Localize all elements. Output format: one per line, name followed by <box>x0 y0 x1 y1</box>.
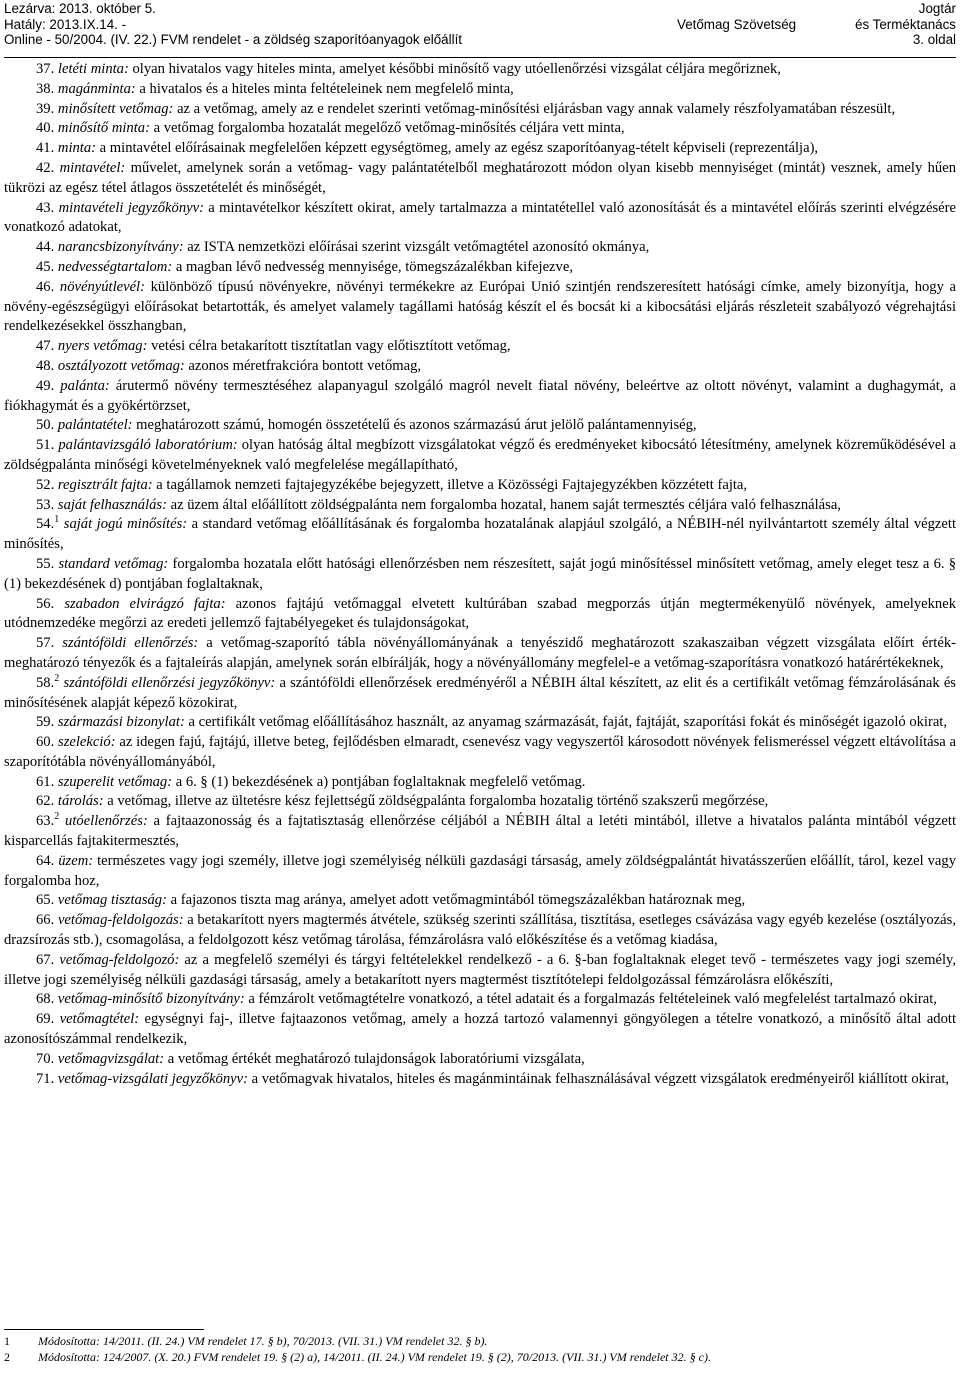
definition-text: a fajtaazonosság és a fajtatisztaság ellenőrzése céljából a NÉBIH által a letéti mintából, illetve a hivatalos palánta mintából végzett kisparcellás fajtakitermesztés, <box>4 813 956 850</box>
definition-item <box>4 911 956 951</box>
definition-item <box>4 60 956 80</box>
definition-text: vetési célra betakarított tisztítatlan vagy előtisztított vetőmag, <box>147 338 511 355</box>
definition-item <box>4 792 956 812</box>
defined-term: szabadon elvirágzó fajta: <box>64 595 226 612</box>
defined-term: palánta: <box>60 377 110 394</box>
defined-term: osztályozott vetőmag: <box>57 357 185 374</box>
item-number: 70. <box>36 1050 55 1067</box>
header-effective: Hatály: 2013.IX.14. - <box>4 16 127 32</box>
header-publisher: Vetőmag Szövetség <box>677 16 797 32</box>
item-number: 40. <box>36 120 55 137</box>
definition-item <box>4 951 956 991</box>
definition-text: a magban lévő nedvesség mennyisége, tömegszázalékban kifejezve, <box>172 258 573 275</box>
footnote <box>4 1333 956 1349</box>
defined-term: nedvességtartalom: <box>57 258 173 275</box>
item-number: 41. <box>36 140 55 157</box>
definition-text: különböző típusú növényekre, növényi termékekre az Európai Unió szintjén rendszeresített hatósági címke, amely bizonyítja, hogy a növény-egészségügyi előírásokat betartották, és amelyet valamely tagállami hatóság készít el és bocsát ki a kibocsátási eljárás részleteit szabályozó végrehajtási rendelkezésekkel összhangban, <box>4 278 957 335</box>
defined-term: saját felhasználás: <box>57 496 167 513</box>
item-number: 45. <box>36 258 55 275</box>
defined-term: vetőmag tisztaság: <box>57 892 167 909</box>
definition-text: olyan hivatalos vagy hiteles minta, amelyet későbbi minősítő vagy utóellenőrzési vizsgálat céljára megőriznek, <box>128 61 781 77</box>
definition-text: a szántóföldi ellenőrzések eredményéről a NÉBIH által készített, az elit és a certifikált vetőmag fémzárolásának és minősítésének alapját képező közokirat, <box>4 674 956 711</box>
footnote-ref[interactable]: 1 <box>54 514 60 526</box>
definition-item <box>4 100 956 120</box>
item-number: 52. <box>36 476 55 493</box>
defined-term: minősítő minta: <box>57 120 150 137</box>
defined-term: vetőmag-minősítő bizonyítvány: <box>57 991 245 1008</box>
definition-text: a hivatalos és a hiteles minta feltételeinek nem megfelelő minta, <box>135 80 514 97</box>
item-number: 64. <box>36 852 55 869</box>
item-number: 60. <box>36 734 55 751</box>
item-number: 71. <box>36 1070 55 1087</box>
definition-text: az a vetőmag, amely az e rendelet szerinti vetőmag-minősítési eljárásban vagy annak valamely részfolyamatában részesült, <box>173 100 896 117</box>
defined-term: standard vetőmag: <box>58 555 169 572</box>
definition-item <box>4 278 956 337</box>
definition-text: az a megfelelő személyi és tárgyi feltételekkel rendelkező - a 6. §-ban foglaltaknak eleget tevő - természetes vagy jogi személy, illetve jogi személyiség nélküli gazdasági társaság, amely a betakarított nyers magtermést tisztítótelepi feldolgozással fémzárolásra előkészíti, <box>4 951 956 988</box>
definition-item <box>4 377 956 417</box>
defined-term: szántóföldi ellenőrzési jegyzőkönyv: <box>63 674 276 691</box>
definition-text: forgalomba hozatala előtt hatósági ellenőrzésben nem részesített, saját jogú minősítéssel minősített vetőmag, amely eleget tesz a 6. § (1) bekezdésének d) pontjában foglaltaknak, <box>4 555 957 592</box>
footnote-ref[interactable]: 2 <box>54 672 60 684</box>
definition-text: a vetőmag, illetve az ültetésre kész fejlettségű zöldségpalánta forgalomba hozatalig történő szakszerű megőrzése, <box>103 793 769 810</box>
definition-item <box>4 773 956 793</box>
item-number: 37. <box>36 61 55 77</box>
item-number: 57. <box>36 635 55 652</box>
definition-item <box>4 1010 956 1050</box>
item-number: 54. <box>36 516 55 533</box>
defined-term: vetőmagvizsgálat: <box>57 1050 165 1067</box>
definition-text: a vetőmag értékét meghatározó tulajdonságok laboratóriumi vizsgálata, <box>164 1050 585 1067</box>
item-number: 53. <box>36 496 55 513</box>
item-number: 59. <box>36 714 55 731</box>
definition-item <box>4 515 956 555</box>
header-closed-date: Lezárva: 2013. október 5. <box>4 1 156 16</box>
definition-text: a fajazonos tiszta mag aránya, amelyet adott vetőmagmintából tömegszázalékban határoznak meg, <box>166 892 746 909</box>
definition-item <box>4 812 956 852</box>
item-number: 44. <box>36 239 55 256</box>
definition-text: a 6. § (1) bekezdésének a) pontjában foglaltaknak megfelelő vetőmag. <box>172 773 586 790</box>
defined-term: szelekció: <box>58 734 116 751</box>
item-number: 55. <box>36 555 55 572</box>
definition-item <box>4 357 956 377</box>
defined-term: utóellenőrzés: <box>65 813 148 830</box>
definition-text: természetes vagy jogi személy, illetve jogi személyiség nélküli gazdasági társaság, amely zöldségpalántát hivatásszerűen előállít, tárol, kezel vagy forgalomba hoz, <box>4 852 956 889</box>
definition-text: meghatározott számú, homogén összetételű és azonos származású árut jelölő palántamennyiség, <box>132 417 697 434</box>
item-number: 67. <box>36 951 55 968</box>
header-page-number: 3. oldal <box>912 32 956 47</box>
item-number: 63. <box>36 813 55 830</box>
item-number: 48. <box>36 357 55 374</box>
header-left <box>4 1 462 48</box>
header-document-title: Online - 50/2004. (IV. 22.) FVM rendelet - a zöldség szaporítóanyagok előállít <box>4 32 463 47</box>
definition-item <box>4 852 956 892</box>
item-number: 65. <box>36 892 55 909</box>
definition-item <box>4 713 956 733</box>
footnote-number: 1 <box>4 1334 10 1348</box>
defined-term: regisztrált fajta: <box>57 476 153 493</box>
definition-text: azonos fajtájú vetőmaggal elvetett kultúrában szabad megporzás útján megtermékenyülő növények, amelyeknek utódnemzedéke megőrzi az eredeti jellemző fajtabélyegeket és tulajdonságokat, <box>4 595 956 632</box>
definition-item <box>4 199 956 239</box>
defined-term: vetőmag-vizsgálati jegyzőkönyv: <box>57 1070 248 1087</box>
definition-item <box>4 80 956 100</box>
footnote-text: Módosította: 14/2011. (II. 24.) VM rendelet 17. § b), 70/2013. (VII. 31.) VM rendelet 32. § b). <box>38 1334 488 1348</box>
item-number: 42. <box>36 159 55 176</box>
definition-item <box>4 139 956 159</box>
header-rule <box>4 57 956 58</box>
defined-term: szuperelit vetőmag: <box>57 773 173 790</box>
definition-item <box>4 674 956 714</box>
item-number: 66. <box>36 912 55 929</box>
definition-text: árutermő növény termesztéséhez alapanyagul szolgáló magról nevelt fiatal növény, beleértve az oltott növényt, valamint a dughagymát, a fiókhagymát és a gyökértörzset, <box>4 377 956 414</box>
definition-text: egységnyi faj-, illetve fajtaazonos vetőmag, amely a hozzá tartozó valamennyi göngyölegen a tételre vonatkozó, a minősítő által adott azonosítószámmal rendelkezik, <box>4 1011 956 1048</box>
definition-text: a betakarított nyers magtermés átvétele, szükség szerinti szállítása, tisztítása, esetleges csávázása vagy egyéb kezelése (osztályozás, drazsírozás stb.), csomagolása, a feldolgozott kész vetőmag tárolása, fémzárolásra való előkészítése és a vetőmag kiadása, <box>4 912 956 949</box>
footnote-text: Módosította: 124/2007. (X. 20.) FVM rendelet 19. § (2) a), 14/2011. (II. 24.) VM rendelet 19. § (2), 70/2013. (VII. 31.) VM rendelet 32. § c). <box>38 1350 711 1364</box>
definition-text: a certifikált vetőmag előállításához használt, az anyamag származását, faját, fajtáját, szaporítási fokát és minőségét igazoló okirat, <box>184 714 948 731</box>
defined-term: tárolás: <box>57 793 104 810</box>
item-number: 58. <box>36 674 55 691</box>
item-number: 38. <box>36 80 55 97</box>
header-right <box>855 1 956 48</box>
defined-term: nyers vetőmag: <box>57 338 148 355</box>
definition-text: a mintavételkor készített okirat, amely tartalmazza a mintatétellel való azonosítását és a mintavétel előírás szerinti elvégzésére vonatkozó adatokat, <box>4 199 956 236</box>
defined-term: származási bizonylat: <box>57 714 185 731</box>
definition-item <box>4 891 956 911</box>
definition-text: azonos méretfrakcióra bontott vetőmag, <box>184 357 422 374</box>
item-number: 69. <box>36 1011 55 1028</box>
definition-item <box>4 1050 956 1070</box>
item-number: 43. <box>36 199 55 216</box>
definition-text: a vetőmag-szaporító tábla növényállományának a tenyészidő meghatározott szakaszaiban végzett vizsgálata előírt érték-meghatározó tényezők és a fajtaleírás alapján, amelynek során elbírálják, hogy a növényállomány megfelel-e a vetőmag-szaporításra vonatkozó határértékeknek, <box>4 635 956 671</box>
defined-term: növényútlevél: <box>59 278 145 295</box>
definition-text: művelet, amelynek során a vetőmag- vagy palántatételből meghatározott módon olyan kisebb mennyiséget (mintát) vesznek, amely hűen tükrözi az egész tétel átlagos összetételét és minőségét, <box>4 159 956 196</box>
footnote-rule <box>4 1329 204 1330</box>
footnote-number: 2 <box>4 1350 10 1364</box>
definition-item <box>4 990 956 1010</box>
defined-term: palántavizsgáló laboratórium: <box>58 437 238 454</box>
definition-item <box>4 595 956 635</box>
item-number: 39. <box>36 100 55 117</box>
definition-item <box>4 337 956 357</box>
definition-item <box>4 238 956 258</box>
item-number: 56. <box>36 595 55 612</box>
definition-item <box>4 476 956 496</box>
item-number: 68. <box>36 991 55 1008</box>
footnotes <box>4 1333 956 1365</box>
definition-item <box>4 258 956 278</box>
defined-term: magánminta: <box>57 80 136 97</box>
definition-item <box>4 119 956 139</box>
defined-term: letéti minta: <box>57 61 129 77</box>
page-header <box>0 0 960 58</box>
definition-text: a vetőmagvak hivatalos, hiteles és magánmintáinak felhasználásával végzett vizsgálatok eredményeiről kiállított okirat, <box>247 1070 950 1087</box>
item-number: 46. <box>36 278 55 295</box>
definition-item <box>4 555 956 595</box>
definition-item <box>4 634 956 674</box>
definition-item <box>4 436 956 476</box>
defined-term: vetőmag-feldolgozás: <box>57 912 184 929</box>
defined-term: minősített vetőmag: <box>57 100 174 117</box>
definition-item <box>4 416 956 436</box>
definition-item <box>4 1070 956 1090</box>
definition-text: az idegen fajú, fajtájú, illetve beteg, fejlődésben elmaradt, csenevész vagy vegyszertől károsodott növények felismeréssel végzett eltávolítása a szaporítótábla növényállományából, <box>4 734 956 770</box>
definition-text: olyan hatóság által megbízott vizsgálatokat végző és eredményeket kibocsátó létesítmény, amelynek közreműködésével a zöldségpalánta minőségi követelményeknek való megfelelése megállapítható, <box>4 437 956 473</box>
definition-item <box>4 733 956 773</box>
definition-text: a fémzárolt vetőmagtételre vonatkozó, a tétel adatait és a forgalmazás feltételeinek való megfelelést tartalmazó okirat, <box>244 991 937 1008</box>
header-brand-sub: és Terméktanács <box>855 16 956 32</box>
defined-term: mintavétel: <box>59 159 126 176</box>
definition-text: a tagállamok nemzeti fajtajegyzékébe bejegyzett, illetve a Közösségi Fajtajegyzékben közzétett fajta, <box>152 476 748 493</box>
footnote <box>4 1349 956 1365</box>
definition-text: az ISTA nemzetközi előírásai szerint vizsgált vetőmagtétel azonosító okmánya, <box>183 239 650 256</box>
definition-item <box>4 159 956 199</box>
defined-term: szántóföldi ellenőrzés: <box>62 635 199 652</box>
definition-text: a vetőmag forgalomba hozatalát megelőző vetőmag-minősítés céljára vett minta, <box>149 120 625 137</box>
definition-item <box>4 496 956 516</box>
defined-term: minta: <box>57 140 97 157</box>
item-number: 49. <box>36 377 55 394</box>
defined-term: vetőmag-feldolgozó: <box>59 951 180 968</box>
defined-term: mintavételi jegyzőkönyv: <box>58 199 204 216</box>
item-number: 51. <box>36 437 55 454</box>
header-brand: Jogtár <box>918 1 956 16</box>
item-number: 61. <box>36 773 55 790</box>
definition-text: a standard vetőmag előállításának és forgalomba hozatalának alapjául szolgáló, a NÉBIH-nél nyilvántartott személy által végzett minősítés, <box>4 516 956 553</box>
defined-term: palántatétel: <box>57 417 133 434</box>
defined-term: narancsbizonyítvány: <box>57 239 184 256</box>
defined-term: üzem: <box>58 852 94 869</box>
defined-term: vetőmagtétel: <box>59 1011 140 1028</box>
document-body <box>4 60 956 1089</box>
footnote-ref[interactable]: 2 <box>54 811 60 823</box>
defined-term: saját jogú minősítés: <box>63 516 188 533</box>
definition-text: a mintavétel előírásainak megfelelően képzett egységtömeg, amely az egész szaporítóanyag-tételt képviseli (reprezentálja), <box>96 140 819 157</box>
item-number: 47. <box>36 338 55 355</box>
definition-text: az üzem által előállított zöldségpalánta nem forgalomba hozatal, hanem saját termesztés céljára való felhasználása, <box>166 496 841 513</box>
item-number: 50. <box>36 417 55 434</box>
item-number: 62. <box>36 793 55 810</box>
